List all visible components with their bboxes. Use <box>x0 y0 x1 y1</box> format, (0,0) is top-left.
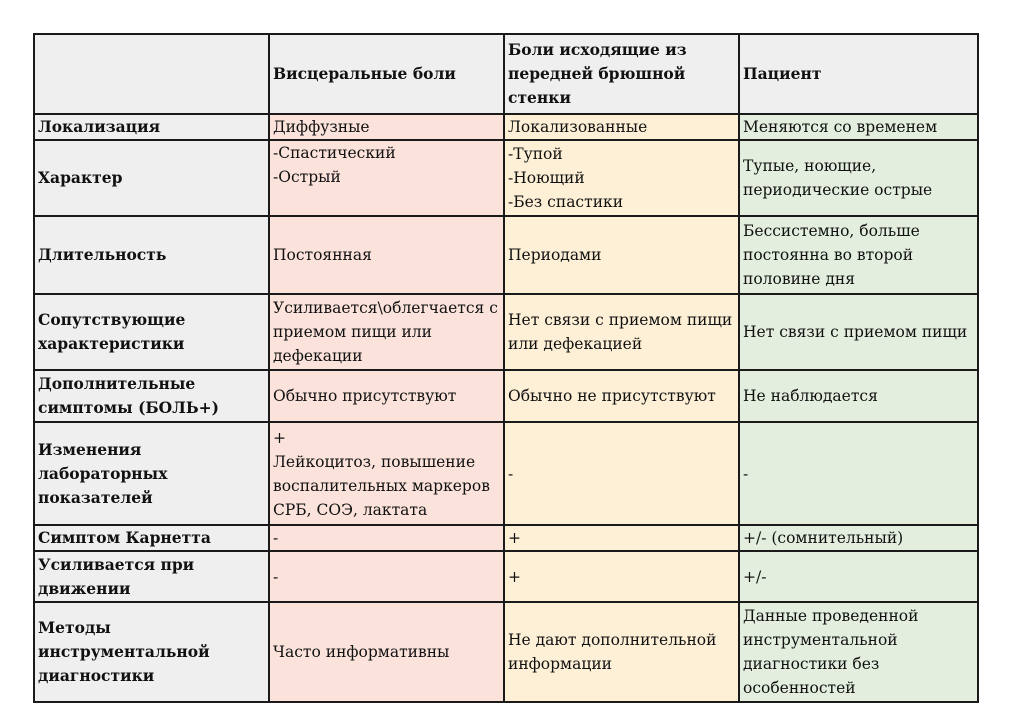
table-row <box>34 602 978 702</box>
wall-cell <box>504 294 739 370</box>
cell-line: -Ноющий <box>508 169 585 187</box>
wall-cell <box>504 140 739 216</box>
cell-line: +/- <box>743 567 767 586</box>
cell-line: -Острый <box>273 168 341 186</box>
cell-line: Тупые, ноющие, периодические острые <box>743 157 933 199</box>
wall-cell <box>504 525 739 551</box>
table-row <box>34 525 978 551</box>
cell-line: + <box>508 567 521 586</box>
cell-line: Постоянная <box>273 246 372 264</box>
header-row <box>34 34 978 114</box>
visceral-cell <box>269 114 504 140</box>
cell-line: Обычно присутствуют <box>273 387 457 405</box>
cell-line: +/- (сомнительный) <box>743 529 904 547</box>
visceral-cell <box>269 140 504 216</box>
cell-line: Не дают дополнительной информации <box>508 631 717 673</box>
row-label: Изменения лабораторных показателей <box>34 422 269 525</box>
table-row <box>34 370 978 422</box>
row-label: Усиливается при движении <box>34 551 269 602</box>
patient-cell <box>739 422 978 525</box>
patient-cell <box>739 216 978 294</box>
cell-line: Диффузные <box>273 118 370 136</box>
row-label: Характер <box>34 140 269 216</box>
header-empty-cell <box>34 34 269 114</box>
patient-cell <box>739 140 978 216</box>
cell-line: Не наблюдается <box>743 387 878 405</box>
cell-line: Нет связи с приемом пищи или дефекацией <box>508 311 733 353</box>
visceral-cell <box>269 551 504 602</box>
visceral-cell <box>269 370 504 422</box>
visceral-cell <box>269 294 504 370</box>
visceral-cell <box>269 422 504 525</box>
cell-line: -Без спастики <box>508 193 624 211</box>
row-label: Длительность <box>34 216 269 294</box>
table-row <box>34 422 978 525</box>
table-row <box>34 294 978 370</box>
patient-cell <box>739 114 978 140</box>
visceral-cell <box>269 216 504 294</box>
patient-cell <box>739 370 978 422</box>
comparison-table <box>33 33 979 703</box>
cell-line: + <box>508 529 521 547</box>
cell-line: Периодами <box>508 246 602 264</box>
row-label: Дополнительные симптомы (БОЛЬ+) <box>34 370 269 422</box>
header-abdominal-wall: Боли исходящие из передней брюшной стенки <box>504 34 739 114</box>
row-label: Методы инструментальной диагностики <box>34 602 269 702</box>
row-label: Сопутствующие характеристики <box>34 294 269 370</box>
cell-line: - <box>508 464 514 483</box>
wall-cell <box>504 370 739 422</box>
cell-line: - <box>273 529 279 547</box>
patient-cell <box>739 551 978 602</box>
patient-cell <box>739 602 978 702</box>
wall-cell <box>504 422 739 525</box>
visceral-cell <box>269 602 504 702</box>
cell-line: Часто информативны <box>273 643 450 661</box>
cell-line: - <box>743 464 749 483</box>
table-row <box>34 114 978 140</box>
cell-line: Локализованные <box>508 118 648 136</box>
wall-cell <box>504 602 739 702</box>
header-visceral: Висцеральные боли <box>269 34 504 114</box>
cell-line: Обычно не присутствуют <box>508 387 716 405</box>
cell-line: + <box>273 428 286 447</box>
wall-cell <box>504 114 739 140</box>
cell-line: Данные проведенной инструментальной диагностики без особенностей <box>743 607 919 697</box>
cell-line: Нет связи с приемом пищи <box>743 323 968 341</box>
row-label: Локализация <box>34 114 269 140</box>
wall-cell <box>504 551 739 602</box>
cell-line: Меняются со временем <box>743 118 938 136</box>
table-row <box>34 140 978 216</box>
cell-line: Бессистемно, больше постоянна во второй половине дня <box>743 222 920 288</box>
visceral-cell <box>269 525 504 551</box>
header-patient: Пациент <box>739 34 978 114</box>
patient-cell <box>739 525 978 551</box>
cell-line: Лейкоцитоз, повышение воспалительных маркеров СРБ, СОЭ, лактата <box>273 452 490 519</box>
row-label: Симптом Карнетта <box>34 525 269 551</box>
table-row <box>34 216 978 294</box>
table-row <box>34 551 978 602</box>
cell-line: - <box>273 567 279 586</box>
patient-cell <box>739 294 978 370</box>
cell-line: Усиливается\облегчается с приемом пищи или дефекации <box>273 299 498 365</box>
wall-cell <box>504 216 739 294</box>
cell-line: -Тупой <box>508 145 563 163</box>
cell-line: -Спастический <box>273 144 396 162</box>
